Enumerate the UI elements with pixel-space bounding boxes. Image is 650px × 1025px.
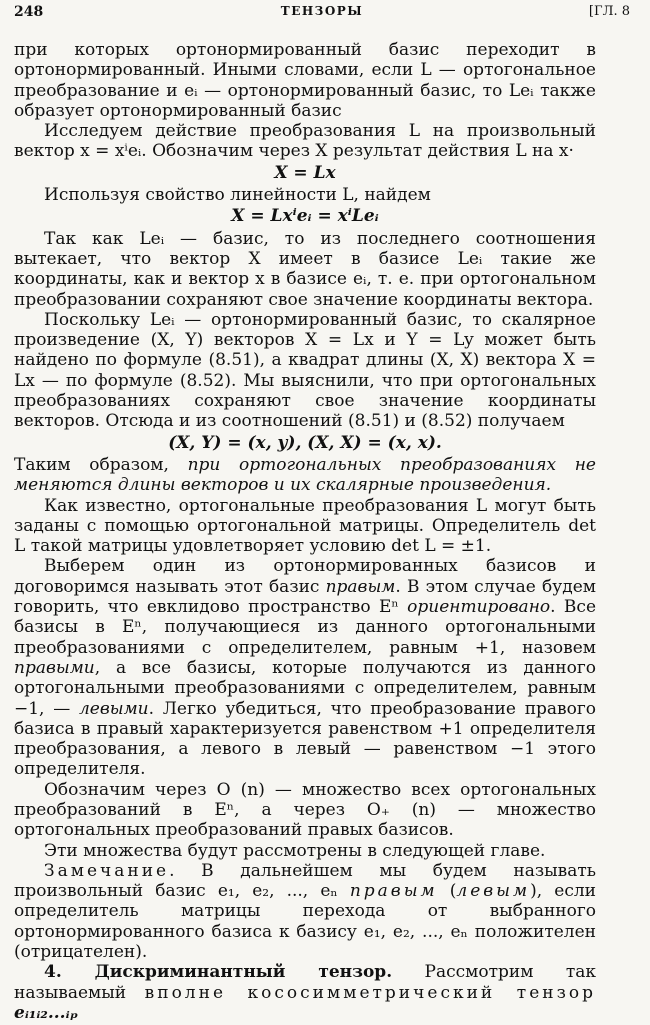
p8-text-c: . В этом случае будем говорить, что евклидово пространство Eⁿ xyxy=(14,576,596,618)
paragraph-6-lead: Таким образом, xyxy=(14,454,188,475)
chapter-label: [ГЛ. 8 xyxy=(588,4,630,19)
p11-term-left: левым xyxy=(456,881,531,902)
p8-text-i: . Легко убедиться, что преобразование правого базиса в правый характеризуется равенством +1 определителя преобразования, а левого в левый — равенством −1 этого определителя. xyxy=(14,698,596,780)
p8-text-a: Выберем один из ортонормированных базисов и договоримся называть этот базис xyxy=(14,556,596,597)
paragraph-2: Исследуем действие преобразования L на произвольный вектор x = xⁱeᵢ. Обозначим через X результат действия L на x· xyxy=(14,121,596,162)
paragraph-9: Обозначим через O (n) — множество всех ортогональных преобразований в Eⁿ, а через O₊ (n) — множество ортогональных преобразований правых базисов. xyxy=(14,779,596,841)
p8-text-g: , а все базисы, которые получаются из данного ортогональными преобразованиями с определителем, равным −1, — xyxy=(14,657,596,719)
paragraph-11 xyxy=(14,861,596,962)
p11-text-f: ), если определитель матрицы перехода от выбранного ортонормированного базиса к базису e₁, e₂, ..., eₙ положителен (отрицателен). xyxy=(14,881,596,963)
page-number: 248 xyxy=(14,4,44,20)
p12-text-b: Рассмотрим так называемый xyxy=(14,962,597,1003)
remark-label: Замечание xyxy=(44,860,170,881)
p8-term-right: правым xyxy=(325,576,396,597)
paragraph-3: Используя свойство линейности L, найдем xyxy=(44,185,431,206)
p11-text-d: ( xyxy=(437,881,457,902)
p11-text-b: . В дальнейшем мы будем называть произвольный базис e₁, e₂, ..., eₙ xyxy=(14,860,596,902)
paragraph-6-italic: при ортогональных преобразованиях не меняются длины векторов и их скалярные произведения. xyxy=(14,454,596,496)
paragraph-5: Поскольку Leᵢ — ортонормированный базис, то скалярное произведение (X, Y) векторов X = Lx и Y = Ly может быть найдено по формуле (8.51), а квадрат длины (X, X) вектора X = Lx — по формуле (8.52). Мы выяснили, что при ортогональных преобразованиях сохраняют свое значение координаты векторов. Отсюда и из соотношений (8.51) и (8.52) получаем xyxy=(14,309,596,432)
running-title: ТЕНЗОРЫ xyxy=(280,4,364,18)
paragraph-8 xyxy=(14,556,596,779)
page-body xyxy=(14,40,596,1023)
paragraph-7: Как известно, ортогональные преобразования L могут быть заданы с помощью ортогональной матрицы. Определитель det L такой матрицы удовлетворяет условию det L = ±1. xyxy=(14,495,596,557)
section-heading: 4. Дискриминантный тензор. xyxy=(44,962,393,983)
p12-tensor-symbol: eᵢ₁ᵢ₂...ᵢₚ xyxy=(14,1002,79,1023)
p12-term-antisymmetric: вполне кососимметрический тензор xyxy=(144,982,596,1003)
equation-3: (X, Y) = (x, y), (X, X) = (x, x). xyxy=(168,432,442,453)
p8-term-right-plural: правыми xyxy=(14,657,95,678)
paragraph-10: Эти множества будут рассмотрены в следующей главе. xyxy=(44,840,546,861)
paragraph-12 xyxy=(14,962,596,1023)
p8-term-left: левыми xyxy=(78,698,149,719)
p8-term-oriented: ориентировано xyxy=(407,597,551,618)
p8-text-e: . Все базисы в Eⁿ, получающиеся из данного ортогональными преобразованиями с определителем, равным +1, назовем xyxy=(14,597,597,658)
paragraph-4: Так как Leᵢ — базис, то из последнего соотношения вытекает, что вектор X имеет в базисе Leᵢ такие же координаты, как и вектор x в базисе eᵢ, т. е. при ортогональном преобразовании сохраняют свое значение координаты вектора. xyxy=(14,228,596,310)
p11-term-right: правым xyxy=(349,881,438,902)
paragraph-1: при которых ортонормированный базис переходит в ортонормированный. Иными словами, если L — ортогональное преобразование и eᵢ — ортонормированный базис, то Leᵢ также образует ортонормированный базис xyxy=(14,40,596,121)
equation-2: X = Lxⁱeᵢ = xⁱLeᵢ xyxy=(231,206,379,227)
equation-1: X = Lx xyxy=(274,162,336,183)
running-header xyxy=(14,4,630,24)
paragraph-6 xyxy=(14,455,596,496)
